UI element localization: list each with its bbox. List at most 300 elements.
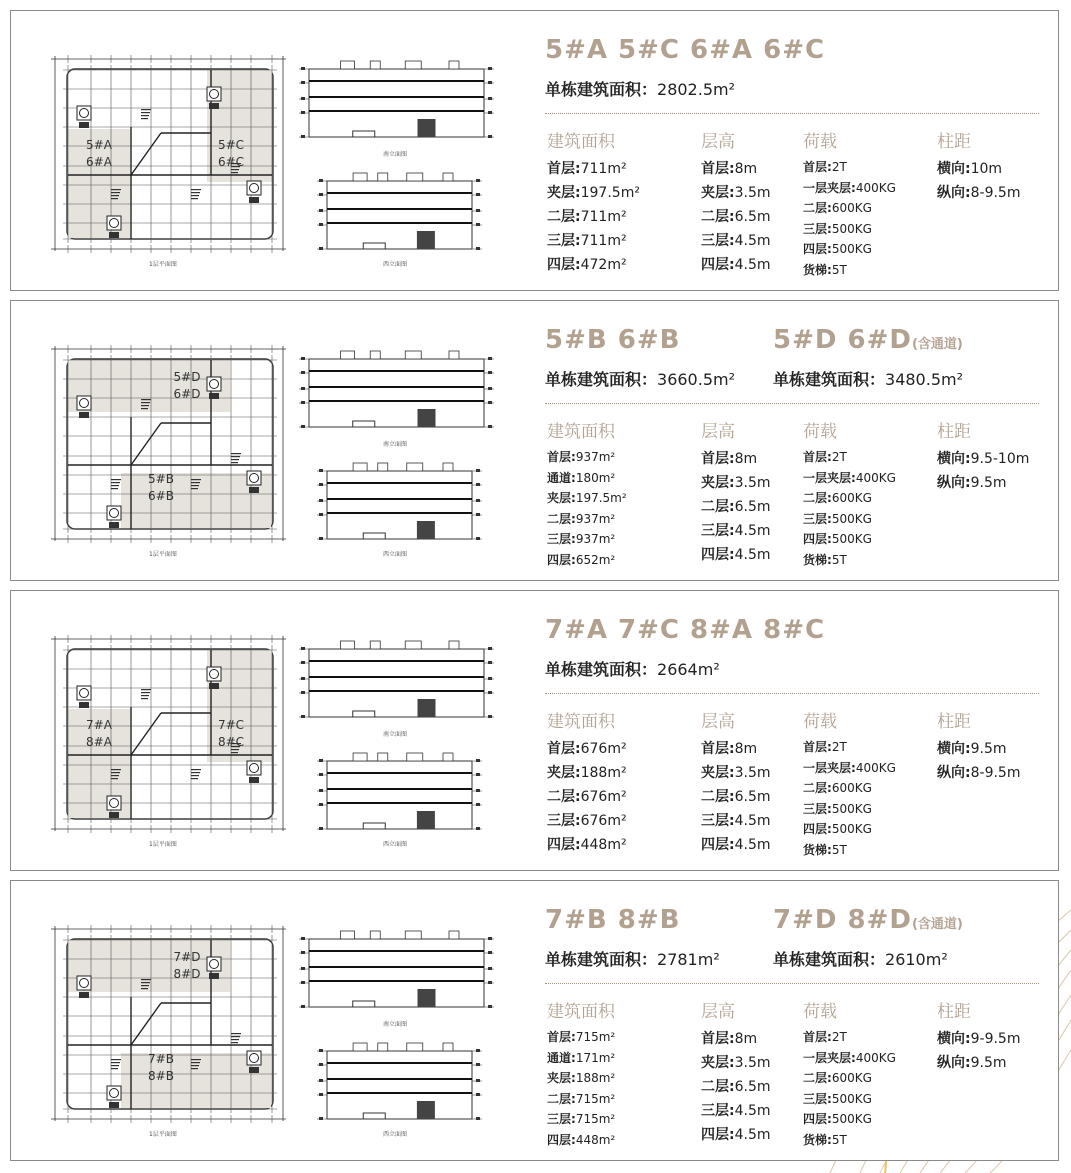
unit-area	[545, 947, 720, 970]
unit-label-left: 8#A	[86, 735, 112, 749]
row-value: 676m²	[580, 741, 627, 757]
floor-plan-drawing	[11, 301, 291, 571]
floor-plan-drawing	[11, 11, 291, 281]
area-column	[547, 707, 627, 857]
unit-label-right: 7#C	[217, 718, 245, 732]
row-value: 4.5m	[734, 547, 771, 563]
area-column-row	[547, 1048, 615, 1069]
row-label: 四层:	[547, 257, 581, 273]
building-panel	[10, 880, 1059, 1161]
row-value: 2T	[831, 1030, 847, 1044]
area-column	[547, 127, 640, 277]
divider	[545, 693, 1039, 694]
height-column-row	[701, 447, 771, 471]
height-column-row	[701, 543, 771, 567]
load-column	[803, 127, 896, 280]
span-column-header: 柱距	[937, 132, 971, 152]
row-value: 2T	[831, 160, 847, 174]
unit-label-top: 5#D	[173, 370, 201, 384]
load-column-row	[803, 198, 896, 219]
span-column-row	[937, 181, 1020, 205]
row-label: 首层:	[547, 741, 581, 757]
west-elevation-caption: 西立面图	[383, 1131, 408, 1138]
row-label: 夹层:	[701, 1055, 735, 1071]
row-label: 三层:	[701, 813, 735, 829]
row-label: 首层:	[547, 161, 581, 177]
unit-title: 7#A 7#C 8#A 8#C	[545, 615, 826, 645]
row-label: 首层:	[803, 1030, 832, 1044]
row-label: 纵向:	[937, 765, 971, 781]
row-value: 197.5m²	[580, 185, 640, 201]
height-column-header: 层高	[701, 1002, 735, 1022]
area-prefix: 单栋建筑面积：	[773, 370, 886, 389]
row-label: 首层:	[701, 451, 735, 467]
row-value: 600KG	[831, 781, 872, 795]
unit-area	[545, 657, 720, 680]
floor-plan-caption: 1层平面图	[149, 841, 177, 848]
row-value: 500KG	[831, 532, 872, 546]
row-label: 纵向:	[937, 185, 971, 201]
unit-area-secondary	[773, 367, 963, 390]
row-label: 二层:	[803, 781, 832, 795]
row-value: 2T	[831, 450, 847, 464]
row-value: 400KG	[855, 1050, 896, 1065]
row-value: 6.5m	[734, 1079, 771, 1095]
span-column-row	[937, 471, 1029, 495]
unit-label-bottom: 5#B	[148, 472, 174, 486]
row-label: 三层:	[701, 233, 735, 249]
unit-label-bottom: 7#B	[148, 1052, 174, 1066]
load-column-row	[803, 778, 896, 799]
row-value: 3.5m	[734, 475, 771, 491]
row-label: 四层:	[803, 242, 832, 256]
row-label: 三层:	[803, 511, 832, 526]
row-value: 6.5m	[734, 499, 771, 515]
height-column-row	[701, 1075, 771, 1099]
area-column	[547, 417, 627, 570]
area-value: 2664m²	[657, 660, 720, 679]
row-value: 3.5m	[734, 1055, 771, 1071]
height-column-row	[701, 181, 771, 205]
area-column-row	[547, 1089, 615, 1110]
unit-area	[545, 367, 735, 390]
row-value: 676m²	[580, 789, 627, 805]
height-column-row	[701, 1051, 771, 1075]
unit-title-b: 7#D 8#D	[773, 905, 912, 935]
row-label: 一层夹层:	[803, 180, 856, 195]
unit-area-secondary	[773, 947, 948, 970]
load-column-row	[803, 447, 896, 468]
row-value: 937m²	[575, 532, 616, 546]
area-column-header: 建筑面积	[547, 132, 615, 152]
row-value: 600KG	[831, 1071, 872, 1085]
load-column-header: 荷载	[803, 422, 837, 442]
unit-label-left: 7#A	[86, 718, 112, 732]
row-value: 9.5m	[970, 1055, 1007, 1071]
row-value: 715m²	[575, 1112, 616, 1126]
row-label: 三层:	[701, 1103, 735, 1119]
row-value: 500KG	[831, 1091, 872, 1106]
row-label: 四层:	[701, 257, 735, 273]
row-label: 三层:	[803, 1091, 832, 1106]
row-label: 三层:	[803, 801, 832, 816]
height-column-row	[701, 253, 771, 277]
load-column-row	[803, 550, 896, 571]
row-label: 一层夹层:	[803, 760, 856, 775]
south-elevation-caption: 南立面图	[383, 151, 408, 158]
row-value: 4.5m	[734, 813, 771, 829]
load-column-header: 荷载	[803, 712, 837, 732]
load-column-header: 荷载	[803, 1002, 837, 1022]
unit-title-secondary	[773, 905, 963, 935]
building-panel	[10, 10, 1059, 291]
row-value: 4.5m	[734, 257, 771, 273]
floor-plan-caption: 1层平面图	[149, 261, 177, 268]
row-value: 9-9.5m	[970, 1031, 1021, 1047]
row-value: 652m²	[575, 552, 616, 567]
row-value: 448m²	[575, 1132, 616, 1147]
row-label: 首层:	[701, 161, 735, 177]
row-value: 400KG	[855, 470, 896, 485]
load-column-row	[803, 239, 896, 260]
height-column	[701, 707, 771, 857]
row-value: 5T	[831, 842, 847, 857]
row-label: 四层:	[803, 532, 832, 546]
area-column-row	[547, 509, 627, 530]
area-column-row	[547, 229, 640, 253]
height-column-row	[701, 1123, 771, 1147]
row-label: 二层:	[547, 789, 581, 805]
floor-plan-caption: 1层平面图	[149, 551, 177, 558]
row-label: 通道:	[547, 470, 576, 485]
row-value: 711m²	[580, 161, 627, 177]
unit-label-bottom: 8#B	[148, 1069, 174, 1083]
row-label: 三层:	[701, 523, 735, 539]
unit-label-right: 8#C	[217, 735, 245, 749]
row-label: 二层:	[701, 499, 735, 515]
row-value: 8-9.5m	[970, 185, 1021, 201]
row-label: 三层:	[547, 233, 581, 249]
row-value: 500KG	[831, 822, 872, 836]
area-column-row	[547, 1109, 615, 1130]
area-column-row	[547, 1027, 615, 1048]
row-label: 夹层:	[547, 491, 576, 505]
area-prefix: 单栋建筑面积：	[545, 370, 658, 389]
row-label: 夹层:	[547, 185, 581, 201]
row-label: 货梯:	[803, 262, 832, 277]
unit-title-b: 5#D 6#D	[773, 325, 912, 355]
load-column-row	[803, 1068, 896, 1089]
row-value: 3.5m	[734, 765, 771, 781]
area-column-header: 建筑面积	[547, 712, 615, 732]
row-value: 8-9.5m	[970, 765, 1021, 781]
row-value: 400KG	[855, 180, 896, 195]
row-label: 货梯:	[803, 1132, 832, 1147]
row-label: 二层:	[547, 209, 581, 225]
row-label: 三层:	[547, 813, 581, 829]
load-column-row	[803, 260, 896, 281]
height-column-row	[701, 785, 771, 809]
row-value: 500KG	[831, 242, 872, 256]
height-column-row	[701, 495, 771, 519]
row-label: 夹层:	[547, 765, 581, 781]
span-column-row	[937, 1051, 1020, 1075]
row-label: 横向:	[937, 161, 971, 177]
row-label: 夹层:	[701, 475, 735, 491]
building-panel	[10, 590, 1059, 871]
row-value: 171m²	[575, 1050, 616, 1065]
row-value: 937m²	[575, 511, 616, 526]
load-column-row	[803, 157, 896, 178]
area-column-row	[547, 1068, 615, 1089]
area-value-b: 2610m²	[885, 950, 948, 969]
span-column-row	[937, 737, 1020, 761]
unit-label-top: 6#D	[173, 387, 201, 401]
row-label: 二层:	[803, 1071, 832, 1085]
row-value: 5T	[831, 1132, 847, 1147]
row-value: 8m	[734, 741, 758, 757]
load-column-row	[803, 799, 896, 820]
load-column-row	[803, 488, 896, 509]
floor-plan-caption: 1层平面图	[149, 1131, 177, 1138]
row-label: 首层:	[803, 740, 832, 754]
height-column-header: 层高	[701, 712, 735, 732]
row-value: 711m²	[580, 209, 627, 225]
row-label: 通道:	[547, 1050, 576, 1065]
area-column-row	[547, 468, 627, 489]
row-label: 夹层:	[701, 185, 735, 201]
title-note: (含通道)	[911, 917, 963, 932]
area-column-row	[547, 833, 627, 857]
row-value: 3.5m	[734, 185, 771, 201]
unit-label-top: 7#D	[173, 950, 201, 964]
row-label: 二层:	[701, 209, 735, 225]
row-value: 500KG	[831, 511, 872, 526]
row-value: 500KG	[831, 221, 872, 236]
height-column-row	[701, 1027, 771, 1051]
row-label: 纵向:	[937, 1055, 971, 1071]
area-column-row	[547, 447, 627, 468]
height-column-row	[701, 471, 771, 495]
span-column-row	[937, 761, 1020, 785]
row-value: 5T	[831, 552, 847, 567]
row-label: 四层:	[701, 547, 735, 563]
unit-label-right: 6#C	[217, 155, 245, 169]
unit-title: 7#B 8#B	[545, 905, 681, 935]
divider	[545, 403, 1039, 404]
row-value: 10m	[970, 161, 1003, 177]
area-column-row	[547, 488, 627, 509]
divider	[545, 113, 1039, 114]
span-column	[937, 417, 1029, 495]
unit-title: 5#A 5#C 6#A 6#C	[545, 35, 826, 65]
row-value: 9.5m	[970, 475, 1007, 491]
row-value: 188m²	[575, 1071, 616, 1085]
area-column-row	[547, 181, 640, 205]
load-column-row	[803, 737, 896, 758]
area-prefix: 单栋建筑面积：	[545, 80, 658, 99]
unit-label-right: 5#C	[217, 138, 245, 152]
building-panel	[10, 300, 1059, 581]
row-label: 二层:	[547, 1091, 576, 1106]
row-label: 横向:	[937, 451, 971, 467]
row-value: 676m²	[580, 813, 627, 829]
unit-label-left: 6#A	[86, 155, 112, 169]
row-value: 937m²	[575, 450, 616, 464]
row-label: 夹层:	[547, 1071, 576, 1085]
span-column-header: 柱距	[937, 712, 971, 732]
row-label: 货梯:	[803, 552, 832, 567]
load-column-row	[803, 1048, 896, 1069]
unit-area	[545, 77, 735, 100]
unit-title-secondary	[773, 325, 963, 355]
row-label: 三层:	[803, 221, 832, 236]
row-value: 4.5m	[734, 1127, 771, 1143]
row-label: 四层:	[701, 1127, 735, 1143]
unit-label-bottom: 6#B	[148, 489, 174, 503]
span-column-row	[937, 447, 1029, 471]
height-column-header: 层高	[701, 132, 735, 152]
west-elevation-caption: 西立面图	[383, 841, 408, 848]
row-label: 二层:	[803, 201, 832, 215]
row-label: 一层夹层:	[803, 1050, 856, 1065]
span-column-header: 柱距	[937, 422, 971, 442]
area-value: 3660.5m²	[657, 370, 735, 389]
floor-plan-drawing	[11, 881, 291, 1151]
row-value: 600KG	[831, 201, 872, 215]
area-value-b: 3480.5m²	[885, 370, 963, 389]
area-value: 2781m²	[657, 950, 720, 969]
row-label: 四层:	[547, 1132, 576, 1147]
row-value: 500KG	[831, 1112, 872, 1126]
height-column-row	[701, 157, 771, 181]
load-column-row	[803, 509, 896, 530]
load-column-row	[803, 178, 896, 199]
row-value: 715m²	[575, 1030, 616, 1044]
area-column-row	[547, 253, 640, 277]
row-value: 472m²	[580, 257, 627, 273]
row-value: 4.5m	[734, 1103, 771, 1119]
row-label: 首层:	[547, 1030, 576, 1044]
row-label: 首层:	[803, 450, 832, 464]
row-value: 600KG	[831, 491, 872, 505]
row-value: 715m²	[575, 1091, 616, 1106]
row-label: 一层夹层:	[803, 470, 856, 485]
load-column-row	[803, 529, 896, 550]
span-column	[937, 707, 1020, 785]
height-column-row	[701, 809, 771, 833]
row-value: 400KG	[855, 760, 896, 775]
area-column-row	[547, 785, 627, 809]
load-column-row	[803, 819, 896, 840]
area-column-row	[547, 550, 627, 571]
area-column-row	[547, 205, 640, 229]
area-column-row	[547, 157, 640, 181]
row-value: 4.5m	[734, 233, 771, 249]
load-column-row	[803, 1089, 896, 1110]
row-label: 四层:	[547, 837, 581, 853]
row-value: 500KG	[831, 801, 872, 816]
height-column	[701, 127, 771, 277]
load-column-row	[803, 1130, 896, 1151]
span-column-header: 柱距	[937, 1002, 971, 1022]
row-label: 夹层:	[701, 765, 735, 781]
row-value: 6.5m	[734, 789, 771, 805]
row-value: 197.5m²	[575, 491, 627, 505]
unit-label-top: 8#D	[173, 967, 201, 981]
row-value: 9.5m	[970, 741, 1007, 757]
row-label: 四层:	[547, 552, 576, 567]
load-column-header: 荷载	[803, 132, 837, 152]
row-label: 三层:	[547, 1112, 576, 1126]
row-label: 货梯:	[803, 842, 832, 857]
height-column-row	[701, 737, 771, 761]
height-column-row	[701, 1099, 771, 1123]
span-column-row	[937, 1027, 1020, 1051]
load-column-row	[803, 219, 896, 240]
row-value: 6.5m	[734, 209, 771, 225]
area-value: 2802.5m²	[657, 80, 735, 99]
row-value: 5T	[831, 262, 847, 277]
span-column-row	[937, 157, 1020, 181]
height-column-row	[701, 761, 771, 785]
row-value: 180m²	[575, 470, 616, 485]
height-column-header: 层高	[701, 422, 735, 442]
area-column-row	[547, 737, 627, 761]
height-column-row	[701, 229, 771, 253]
area-column-header: 建筑面积	[547, 422, 615, 442]
row-value: 2T	[831, 740, 847, 754]
row-label: 二层:	[701, 789, 735, 805]
floor-plan-drawing	[11, 591, 291, 861]
row-label: 首层:	[803, 160, 832, 174]
area-column-row	[547, 529, 627, 550]
area-column-header: 建筑面积	[547, 1002, 615, 1022]
row-value: 8m	[734, 1031, 758, 1047]
row-value: 448m²	[580, 837, 627, 853]
west-elevation-caption: 西立面图	[383, 551, 408, 558]
height-column	[701, 997, 771, 1147]
row-value: 188m²	[580, 765, 627, 781]
area-prefix: 单栋建筑面积：	[545, 950, 658, 969]
row-label: 四层:	[701, 837, 735, 853]
load-column	[803, 707, 896, 860]
span-column	[937, 997, 1020, 1075]
row-label: 横向:	[937, 1031, 971, 1047]
area-column-row	[547, 1130, 615, 1151]
load-column-row	[803, 1027, 896, 1048]
row-value: 4.5m	[734, 837, 771, 853]
load-column	[803, 417, 896, 570]
row-label: 首层:	[701, 1031, 735, 1047]
load-column-row	[803, 1109, 896, 1130]
row-label: 首层:	[547, 450, 576, 464]
row-label: 二层:	[547, 511, 576, 526]
row-value: 8m	[734, 161, 758, 177]
unit-label-left: 5#A	[86, 138, 112, 152]
south-elevation-caption: 南立面图	[383, 441, 408, 448]
row-value: 711m²	[580, 233, 627, 249]
area-column-row	[547, 761, 627, 785]
south-elevation-caption: 南立面图	[383, 1021, 408, 1028]
height-column-row	[701, 519, 771, 543]
area-column	[547, 997, 615, 1150]
row-label: 纵向:	[937, 475, 971, 491]
row-label: 四层:	[803, 822, 832, 836]
row-label: 二层:	[803, 491, 832, 505]
row-label: 二层:	[701, 1079, 735, 1095]
west-elevation-caption: 西立面图	[383, 261, 408, 268]
